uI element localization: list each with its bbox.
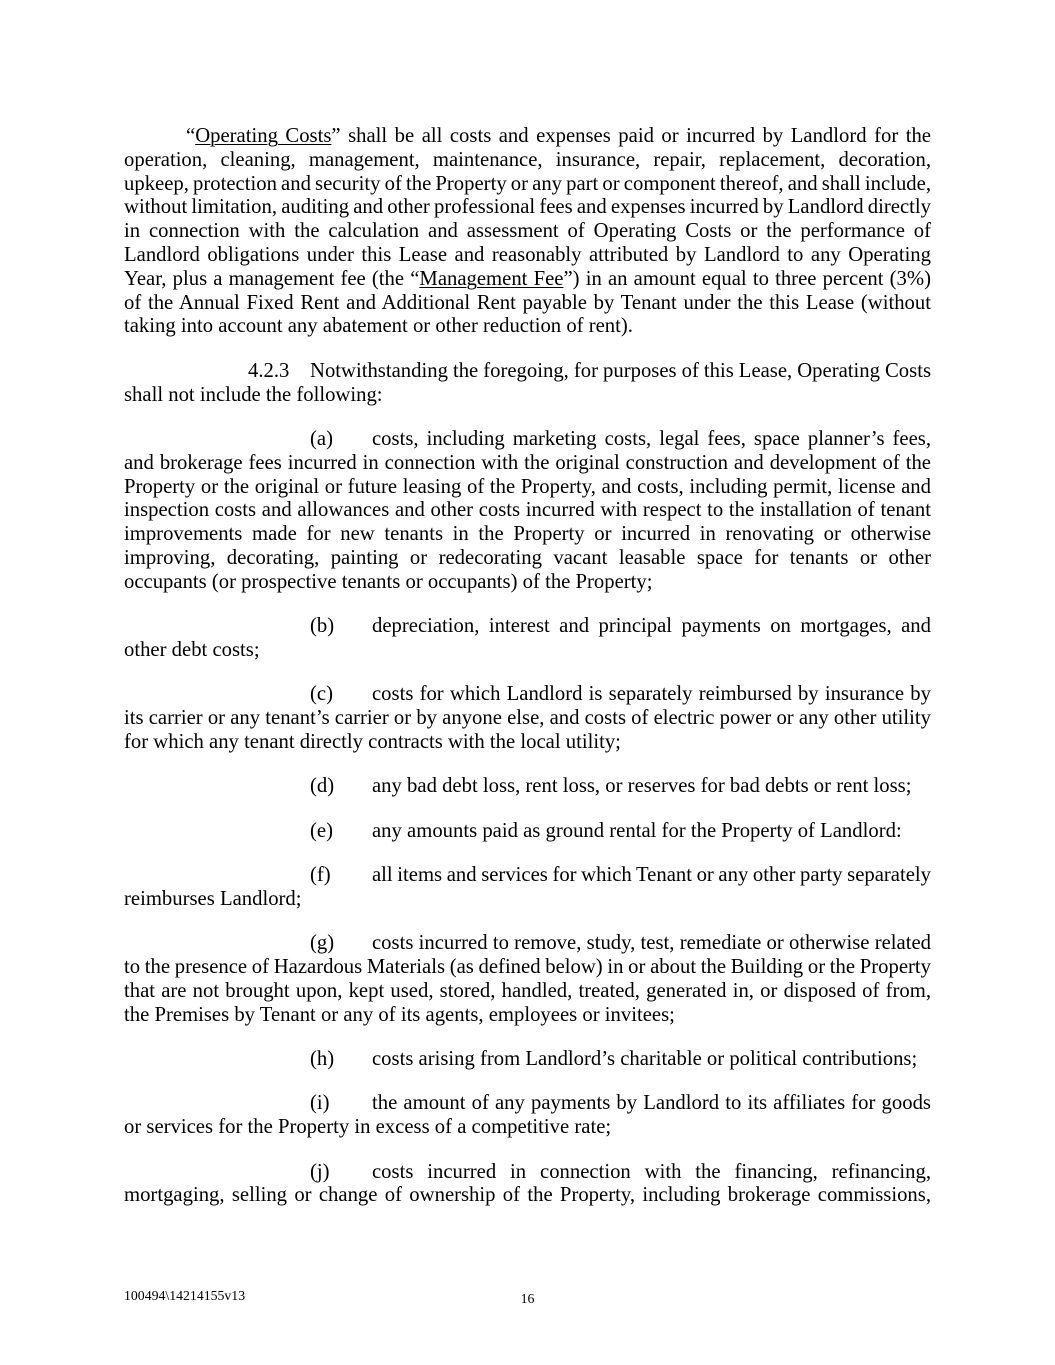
line-text-pre: Year, plus a management fee (the “ (124, 267, 420, 290)
text-line (124, 683, 931, 707)
line-text-rest: ” shall be all costs and expenses paid or incurred by Landlord for the (331, 125, 931, 147)
line-text: its carrier or any tenant’s carrier or by anyone else, and costs of electric power or any other utility (124, 707, 931, 730)
line-text: Property or the original or future leasing of the Property, and costs, including permit, license and (124, 475, 931, 498)
line-text: the Premises by Tenant or any of its agents, employees or invitees; (124, 1003, 675, 1026)
text-line (124, 1004, 931, 1028)
exclusion-item-a (124, 428, 931, 595)
text-line (124, 571, 931, 595)
item-label: (a) (310, 427, 333, 450)
text-line (124, 428, 931, 452)
text-line (124, 731, 931, 755)
item-label: (i) (310, 1092, 330, 1115)
text-line (124, 1116, 931, 1140)
text-line (124, 452, 931, 476)
text-line (124, 149, 931, 173)
text-line (124, 292, 931, 316)
text-line (124, 173, 931, 197)
defined-term-operating-costs: Operating Costs (195, 125, 332, 147)
definition-paragraph (124, 125, 931, 339)
text-line (124, 1092, 931, 1116)
line-text: upkeep, protection and security of the Property or any part or component thereof, and shall include, (124, 172, 931, 195)
text-line (124, 775, 931, 799)
line-text: all items and services for which Tenant or any other party separately (372, 864, 931, 887)
line-text: Landlord obligations under this Lease and reasonably attributed by Landlord to any Operating (124, 243, 931, 266)
item-label: (d) (310, 775, 335, 798)
line-text: operation, cleaning, management, maintenance, insurance, repair, replacement, decoration, (124, 148, 931, 171)
text-line (124, 360, 931, 384)
line-text: in connection with the calculation and assessment of Operating Costs or the performance of (124, 220, 931, 243)
line-text: to the presence of Hazardous Materials (as defined below) in or about the Building or the Property (124, 956, 931, 979)
exclusion-item-e (124, 820, 931, 844)
footer-document-id: 100494\14214155v13 (124, 1288, 246, 1303)
text-line (124, 523, 931, 547)
line-text: reimburses Landlord; (124, 887, 302, 910)
line-text: that are not brought upon, kept used, stored, handled, treated, generated in, or disposed of from, (124, 979, 931, 1002)
line-text: costs incurred to remove, study, test, remediate or otherwise related (372, 932, 931, 955)
text-line (124, 499, 931, 523)
exclusion-item-j (124, 1161, 931, 1209)
text-line (124, 547, 931, 571)
exclusion-item-g (124, 932, 931, 1027)
line-text: occupants (or prospective tenants or occupants) of the Property; (124, 570, 653, 593)
line-text: other debt costs; (124, 638, 260, 661)
text-line (124, 315, 931, 339)
line-text: and brokerage fees incurred in connection with the original construction and development of the (124, 451, 931, 474)
text-line (124, 268, 931, 292)
open-quote: “ (186, 125, 196, 147)
defined-term-management-fee: Management Fee (419, 267, 564, 290)
line-text: taking into account any abatement or other reduction of rent). (124, 315, 633, 338)
text-line (124, 956, 931, 980)
text-line (124, 244, 931, 268)
line-text: or services for the Property in excess of a competitive rate; (124, 1116, 612, 1139)
line-text: costs incurred in connection with the financing, refinancing, (372, 1160, 931, 1183)
item-label: (h) (310, 1048, 335, 1071)
text-line (124, 1161, 931, 1185)
page-number: 16 (520, 1291, 535, 1306)
text-line (124, 476, 931, 500)
text-line (124, 125, 931, 149)
line-text: costs arising from Landlord’s charitable or political contributions; (372, 1048, 918, 1071)
item-label: (c) (310, 683, 333, 706)
line-text-post: ”) in an amount equal to three percent (3%) (563, 267, 931, 290)
line-text: the amount of any payments by Landlord to its affiliates for goods (372, 1092, 931, 1115)
line-text: inspection costs and allowances and other costs incurred with respect to the installation of tenant (124, 499, 931, 522)
text-line (124, 639, 931, 663)
text-line (124, 196, 931, 220)
text-line (124, 220, 931, 244)
line-text: any amounts paid as ground rental for the Property of Landlord: (372, 819, 902, 842)
line-text: costs for which Landlord is separately reimbursed by insurance by (372, 683, 931, 706)
exclusion-item-c (124, 683, 931, 754)
exclusion-item-d (124, 775, 931, 799)
section-number: 4.2.3 (248, 359, 290, 382)
item-label: (e) (310, 819, 333, 842)
item-label: (b) (310, 615, 335, 638)
exclusion-item-i (124, 1092, 931, 1140)
text-line (124, 888, 931, 912)
text-line (124, 864, 931, 888)
text-line (124, 1184, 931, 1208)
line-text: shall not include the following: (124, 383, 383, 406)
line-text: without limitation, auditing and other professional fees and expenses incurred by Landlord directly (124, 196, 931, 219)
text-line (124, 384, 931, 408)
line-text (186, 125, 931, 147)
item-label: (j) (310, 1160, 330, 1183)
text-line (124, 1048, 931, 1072)
item-label: (f) (310, 864, 331, 887)
line-text (124, 268, 931, 290)
line-text: mortgaging, selling or change of ownership of the Property, including brokerage commissions, (124, 1184, 931, 1207)
item-label: (g) (310, 932, 335, 955)
line-text: any bad debt loss, rent loss, or reserves for bad debts or rent loss; (372, 775, 912, 798)
line-text: improving, decorating, painting or redecorating vacant leasable space for tenants or other (124, 546, 931, 569)
section-paragraph-4-2-3 (124, 360, 931, 408)
text-line (124, 707, 931, 731)
line-text: depreciation, interest and principal payments on mortgages, and (372, 615, 931, 638)
exclusion-item-b (124, 615, 931, 663)
exclusion-item-f (124, 864, 931, 912)
document-body (124, 125, 931, 1229)
line-text: for which any tenant directly contracts with the local utility; (124, 730, 621, 753)
text-line (124, 615, 931, 639)
text-line (124, 932, 931, 956)
exclusion-item-h (124, 1048, 931, 1072)
line-text: of the Annual Fixed Rent and Additional Rent payable by Tenant under the this Lease (without (124, 291, 931, 314)
text-line (124, 980, 931, 1004)
text-line (124, 820, 931, 844)
line-text: improvements made for new tenants in the Property or incurred in renovating or otherwise (124, 523, 931, 546)
line-text: costs, including marketing costs, legal fees, space planner’s fees, (372, 427, 931, 450)
line-text: Notwithstanding the foregoing, for purposes of this Lease, Operating Costs (310, 359, 931, 382)
